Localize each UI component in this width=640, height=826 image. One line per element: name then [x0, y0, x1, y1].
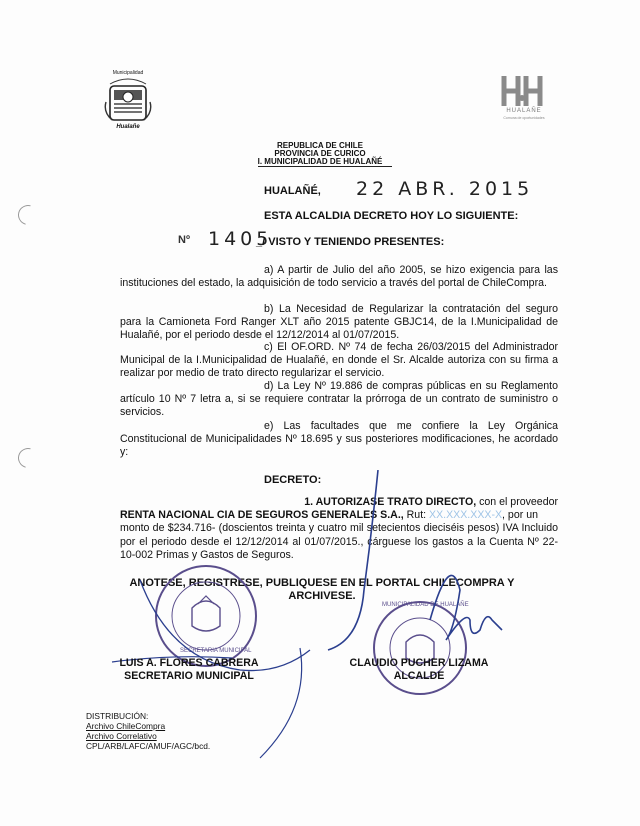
header-republica: REPUBLICA DE CHILE	[277, 141, 363, 150]
header-municipalidad: I. MUNICIPALIDAD DE HUALAÑÉ	[257, 157, 383, 166]
punch-hole-mark	[14, 201, 41, 228]
distribution-item: Archivo Correlativo	[86, 731, 157, 741]
punch-hole-mark	[14, 444, 41, 471]
header-underline	[258, 166, 392, 167]
visto-paragraph-b: b) La Necesidad de Regularizar la contratación del seguro para la Camioneta Ford Ranger XLT año 2015 patente GBJC14, de la I.Municipalidad de Hualañé, por el periodo desde el 12/12/2014 al 01/07/2015.	[120, 303, 558, 342]
decree-number-line	[178, 228, 558, 252]
visto-heading: _/ VISTO Y TENIENDO PRESENTES:	[256, 236, 445, 248]
visto-paragraph-d: d) La Ley Nº 19.886 de compras públicas en su Reglamento artículo 10 Nº 7 letra a, si se requiere contratar la prórroga de un contrato de suministro o servicios.	[120, 380, 558, 419]
crest-top-text: Municipalidad	[112, 70, 144, 76]
decreto-item-rest: con el proveedor	[476, 496, 558, 508]
decreto-item-bold: 1. AUTORIZASE TRATO DIRECTO,	[304, 496, 477, 508]
alcaldia-heading: ESTA ALCALDIA DECRETO HOY LO SIGUIENTE:	[264, 210, 519, 222]
handwritten-decree-number: 1405	[208, 228, 273, 250]
rut-value-redacted: XX.XXX.XXX-X	[429, 509, 503, 522]
closing-statement: ANOTESE, REGISTRESE, PUBLIQUESE EN EL PORTAL CHILECOMPRA Y ARCHIVESE.	[129, 577, 515, 602]
signature-left-title: SECRETARIO MUNICIPAL	[124, 670, 254, 682]
distribution-item: Archivo ChileCompra	[86, 721, 166, 731]
number-prefix: Nº	[178, 234, 190, 246]
crest-bottom-text: Hualañe	[116, 124, 140, 130]
date-place: HUALAÑÉ,	[264, 185, 321, 197]
signature-right-title: ALCALDE	[393, 670, 445, 682]
handwritten-date: 22 ABR. 2015	[356, 178, 534, 200]
decreto-amount-text: monto de $234.716- (doscientos treinta y cuatro mil setecientos dieciséis pesos) IVA Incluido por el periodo desde el 12/12/2014 al 01/07/2015., cárguese los gastos a la Cuenta Nº 22-10-002 Primas y Gastos de Seguros.	[120, 522, 558, 561]
provider-name: RENTA NACIONAL CIA DE SEGUROS GENERALES S.A.,	[120, 509, 404, 522]
handwritten-signatures	[100, 470, 600, 760]
brand-tagline: Comuna de oportunidades	[503, 116, 545, 120]
header-provincia: PROVINCIA DE CURICO	[274, 149, 366, 158]
municipal-crest-logo	[102, 72, 154, 134]
municipal-stamp-text: MUNICIPALIDAD DE HUALAÑE	[382, 602, 469, 608]
rut-after: , por un	[502, 509, 538, 522]
decreto-heading: DECRETO:	[264, 474, 322, 486]
signature-left-name: LUIS A. FLORES CABRERA	[119, 657, 259, 669]
hualane-brand-logo	[494, 74, 554, 124]
visto-paragraph-c: c) El OF.ORD. Nº 74 de fecha 26/03/2015 del Administrador Municipal de la I.Municipalidad de Hualañé, en donde el Sr. Alcalde autoriza con su firma a realizar por medio de trato directo regularizar el servicio.	[120, 341, 558, 380]
secretaria-stamp-text: SECRETARIA MUNICIPAL	[180, 648, 252, 654]
distribution-title: DISTRIBUCIÓN:	[86, 711, 149, 721]
brand-name: HUALAÑE	[506, 108, 542, 114]
distribution-initials: CPL/ARB/LAFC/AMUF/AGC/bcd.	[86, 741, 211, 751]
rut-label: Rut:	[403, 509, 430, 522]
signature-right-name: CLAUDIO PUCHER LIZAMA	[349, 657, 489, 669]
visto-paragraph-e: e) Las facultades que me confiere la Ley Orgánica Constitucional de Municipalidades Nº 18.695 y sus posteriores modificaciones, he acordado y:	[120, 420, 558, 459]
visto-paragraph-a: a) A partir de Julio del año 2005, se hizo exigencia para las instituciones del estado, la adquisición de todo servicio a través del portal de ChileCompra.	[120, 264, 558, 290]
